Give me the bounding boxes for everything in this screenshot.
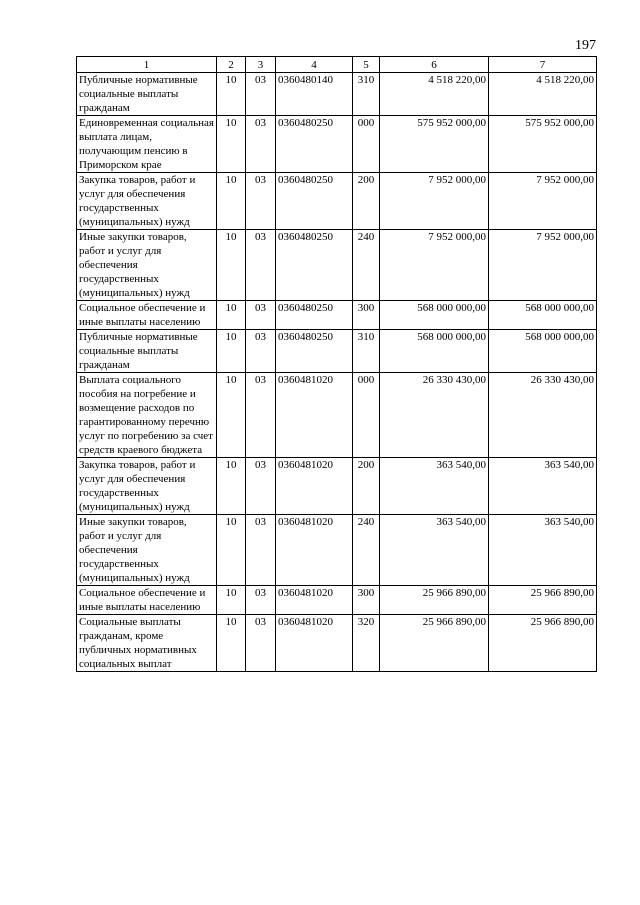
- amount-col7: 568 000 000,00: [489, 330, 597, 373]
- column-header: 2: [217, 57, 246, 73]
- row-name: Публичные нормативные социальные выплаты гражданам: [77, 330, 217, 373]
- subsection-code: 03: [246, 301, 276, 330]
- expense-type-code: 240: [353, 515, 380, 586]
- table-row: [77, 515, 597, 586]
- amount-col7: 4 518 220,00: [489, 73, 597, 116]
- expense-type-code: 240: [353, 230, 380, 301]
- row-name: Единовременная социальная выплата лицам, получающим пенсию в Приморском крае: [77, 116, 217, 173]
- column-header: 7: [489, 57, 597, 73]
- target-article-code: 0360480250: [276, 230, 353, 301]
- amount-col6: 26 330 430,00: [380, 373, 489, 458]
- subsection-code: 03: [246, 73, 276, 116]
- amount-col6: 363 540,00: [380, 515, 489, 586]
- subsection-code: 03: [246, 230, 276, 301]
- section-code: 10: [217, 330, 246, 373]
- section-code: 10: [217, 73, 246, 116]
- row-name: Закупка товаров, работ и услуг для обеспечения государственных (муниципальных) нужд: [77, 458, 217, 515]
- subsection-code: 03: [246, 330, 276, 373]
- target-article-code: 0360480250: [276, 330, 353, 373]
- table-row: [77, 458, 597, 515]
- table-row: [77, 373, 597, 458]
- target-article-code: 0360481020: [276, 586, 353, 615]
- section-code: 10: [217, 301, 246, 330]
- row-name: Социальное обеспечение и иные выплаты населению: [77, 586, 217, 615]
- expense-type-code: 320: [353, 615, 380, 672]
- section-code: 10: [217, 230, 246, 301]
- subsection-code: 03: [246, 515, 276, 586]
- column-header: 1: [77, 57, 217, 73]
- subsection-code: 03: [246, 615, 276, 672]
- amount-col7: 7 952 000,00: [489, 173, 597, 230]
- target-article-code: 0360481020: [276, 515, 353, 586]
- table-row: [77, 586, 597, 615]
- target-article-code: 0360480140: [276, 73, 353, 116]
- target-article-code: 0360480250: [276, 173, 353, 230]
- amount-col7: 568 000 000,00: [489, 301, 597, 330]
- amount-col6: 575 952 000,00: [380, 116, 489, 173]
- table-row: [77, 230, 597, 301]
- expense-type-code: 000: [353, 116, 380, 173]
- subsection-code: 03: [246, 586, 276, 615]
- row-name: Закупка товаров, работ и услуг для обеспечения государственных (муниципальных) нужд: [77, 173, 217, 230]
- row-name: Иные закупки товаров, работ и услуг для обеспечения государственных (муниципальных) нужд: [77, 515, 217, 586]
- page-number: 197: [575, 38, 596, 53]
- amount-col6: 363 540,00: [380, 458, 489, 515]
- amount-col7: 25 966 890,00: [489, 615, 597, 672]
- amount-col7: 363 540,00: [489, 458, 597, 515]
- amount-col6: 568 000 000,00: [380, 330, 489, 373]
- amount-col7: 575 952 000,00: [489, 116, 597, 173]
- amount-col6: 7 952 000,00: [380, 173, 489, 230]
- section-code: 10: [217, 586, 246, 615]
- row-name: Публичные нормативные социальные выплаты гражданам: [77, 73, 217, 116]
- subsection-code: 03: [246, 458, 276, 515]
- subsection-code: 03: [246, 173, 276, 230]
- amount-col7: 25 966 890,00: [489, 586, 597, 615]
- target-article-code: 0360481020: [276, 373, 353, 458]
- table-row: [77, 301, 597, 330]
- table-row: [77, 73, 597, 116]
- subsection-code: 03: [246, 373, 276, 458]
- section-code: 10: [217, 373, 246, 458]
- expense-type-code: 200: [353, 173, 380, 230]
- amount-col7: 7 952 000,00: [489, 230, 597, 301]
- target-article-code: 0360480250: [276, 116, 353, 173]
- row-name: Социальное обеспечение и иные выплаты населению: [77, 301, 217, 330]
- table-row: [77, 615, 597, 672]
- row-name: Выплата социального пособия на погребение и возмещение расходов по гарантированному перечню услуг по погребению за счет средств краевого бюджета: [77, 373, 217, 458]
- section-code: 10: [217, 173, 246, 230]
- amount-col6: 25 966 890,00: [380, 615, 489, 672]
- row-name: Иные закупки товаров, работ и услуг для обеспечения государственных (муниципальных) нужд: [77, 230, 217, 301]
- budget-table: [76, 56, 597, 672]
- section-code: 10: [217, 458, 246, 515]
- table-row: [77, 330, 597, 373]
- column-header: 4: [276, 57, 353, 73]
- column-header: 5: [353, 57, 380, 73]
- expense-type-code: 300: [353, 301, 380, 330]
- column-header: 6: [380, 57, 489, 73]
- section-code: 10: [217, 615, 246, 672]
- amount-col7: 26 330 430,00: [489, 373, 597, 458]
- target-article-code: 0360481020: [276, 615, 353, 672]
- row-name: Социальные выплаты гражданам, кроме публичных нормативных социальных выплат: [77, 615, 217, 672]
- expense-type-code: 300: [353, 586, 380, 615]
- table-header-row: [77, 57, 597, 73]
- amount-col7: 363 540,00: [489, 515, 597, 586]
- table-row: [77, 116, 597, 173]
- target-article-code: 0360481020: [276, 458, 353, 515]
- expense-type-code: 000: [353, 373, 380, 458]
- amount-col6: 568 000 000,00: [380, 301, 489, 330]
- amount-col6: 4 518 220,00: [380, 73, 489, 116]
- expense-type-code: 310: [353, 330, 380, 373]
- target-article-code: 0360480250: [276, 301, 353, 330]
- expense-type-code: 310: [353, 73, 380, 116]
- amount-col6: 7 952 000,00: [380, 230, 489, 301]
- amount-col6: 25 966 890,00: [380, 586, 489, 615]
- table-row: [77, 173, 597, 230]
- subsection-code: 03: [246, 116, 276, 173]
- column-header: 3: [246, 57, 276, 73]
- section-code: 10: [217, 515, 246, 586]
- expense-type-code: 200: [353, 458, 380, 515]
- section-code: 10: [217, 116, 246, 173]
